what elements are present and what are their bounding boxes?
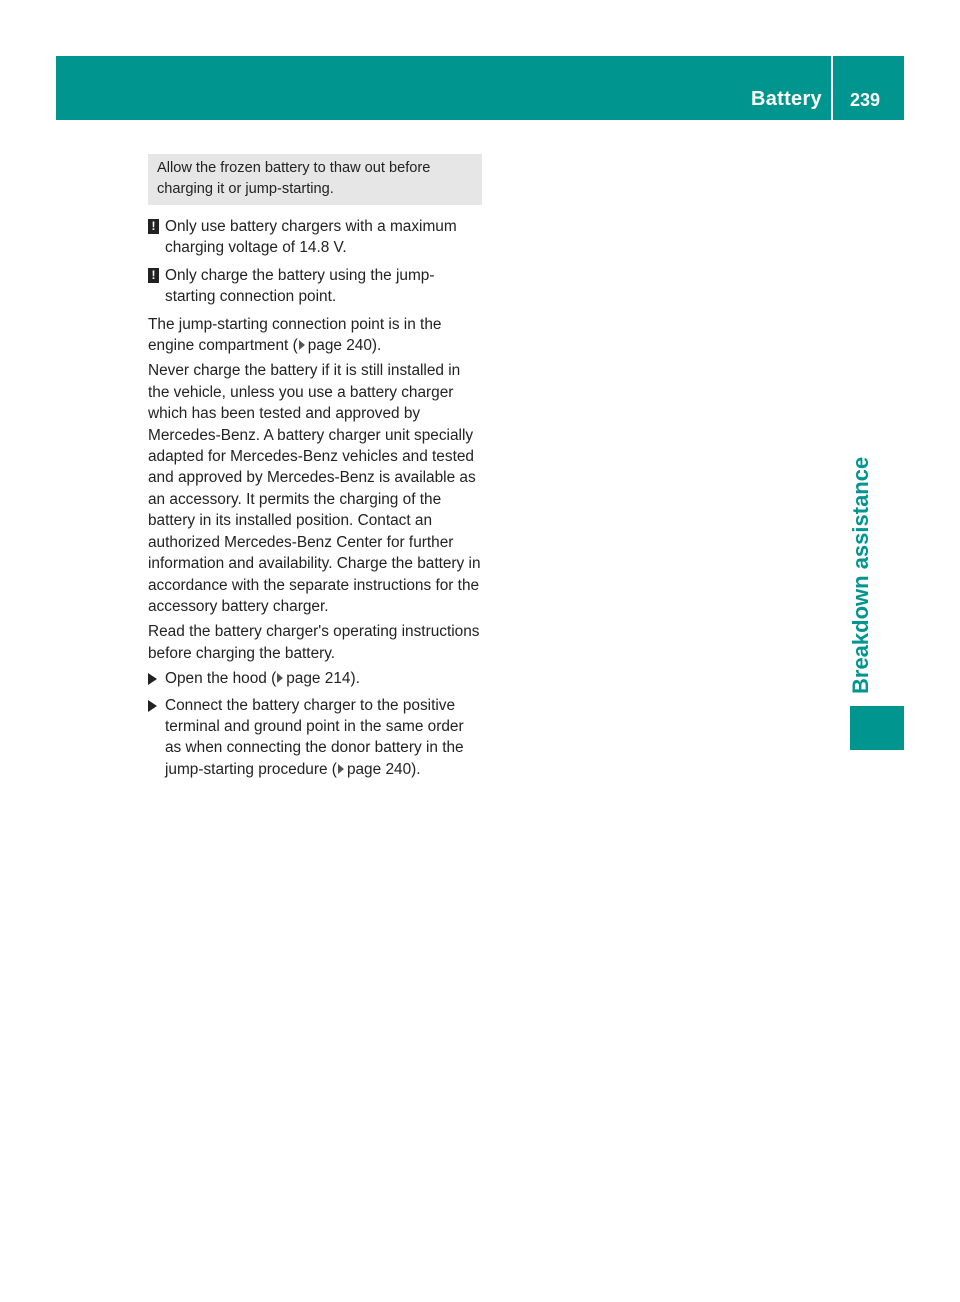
step-text: Open the hood ( [165, 670, 277, 688]
section-title: Battery [750, 88, 822, 110]
paragraph-text: The jump-starting connection point is in the engine compartment ( [148, 315, 442, 355]
warning-text: Only use battery chargers with a maximum charging voltage of 14.8 V. [165, 218, 457, 257]
exclamation-icon: ! [148, 268, 159, 283]
warning-text: Only charge the battery using the jump-starting connection point. [165, 266, 435, 306]
step-arrow-icon [148, 673, 157, 685]
paragraph-never-charge: Never charge the battery if it is still installed in the vehicle, unless you use a battery charger which has been tested and approved by Mercedes-Benz. A battery charger unit specially adapted for Mercedes-Benz vehicles and tested and approved by Mercedes-Benz is available as an accessory. It permits the charging of the battery in its installed position. Contact an authorized Mercedes-Benz Center for further information and availability. Charge the battery in accordance with the separate instructions for the accessory battery charger. [148, 362, 481, 615]
page-reference-link[interactable]: page 214 [286, 670, 351, 688]
page-ref-arrow-icon [277, 673, 283, 683]
note-text: Allow the frozen battery to thaw out before charging it or jump-starting. [157, 160, 431, 197]
paragraph-read-instructions: Read the battery charger's operating instructions before charging the battery. [148, 623, 480, 662]
paragraph-jump-point [148, 314, 482, 357]
page-ref-arrow-icon [338, 764, 344, 774]
main-content [148, 154, 482, 785]
step-text: Connect the battery charger to the positive terminal and ground point in the same order as when connecting the donor battery in the jump-starting procedure ( [165, 696, 464, 778]
page-ref-arrow-icon [299, 340, 305, 350]
step-arrow-icon [148, 700, 157, 712]
step-suffix: ). [411, 760, 421, 778]
exclamation-icon: ! [148, 219, 159, 234]
paragraph-suffix: ). [371, 337, 382, 355]
header-divider [831, 56, 833, 120]
warning-item [148, 216, 482, 259]
page-reference-link[interactable]: page 240 [346, 760, 412, 778]
step-item [148, 668, 482, 689]
page-reference-link[interactable]: page 240 [307, 337, 372, 355]
step-suffix: ). [350, 670, 360, 688]
chapter-tab-label: Breakdown assistance [848, 456, 873, 694]
chapter-tab-marker [850, 706, 904, 750]
warning-item [148, 265, 482, 308]
page-number: 239 [849, 90, 880, 110]
note-box [148, 154, 482, 205]
step-item [148, 695, 482, 781]
header-bar [56, 56, 904, 120]
